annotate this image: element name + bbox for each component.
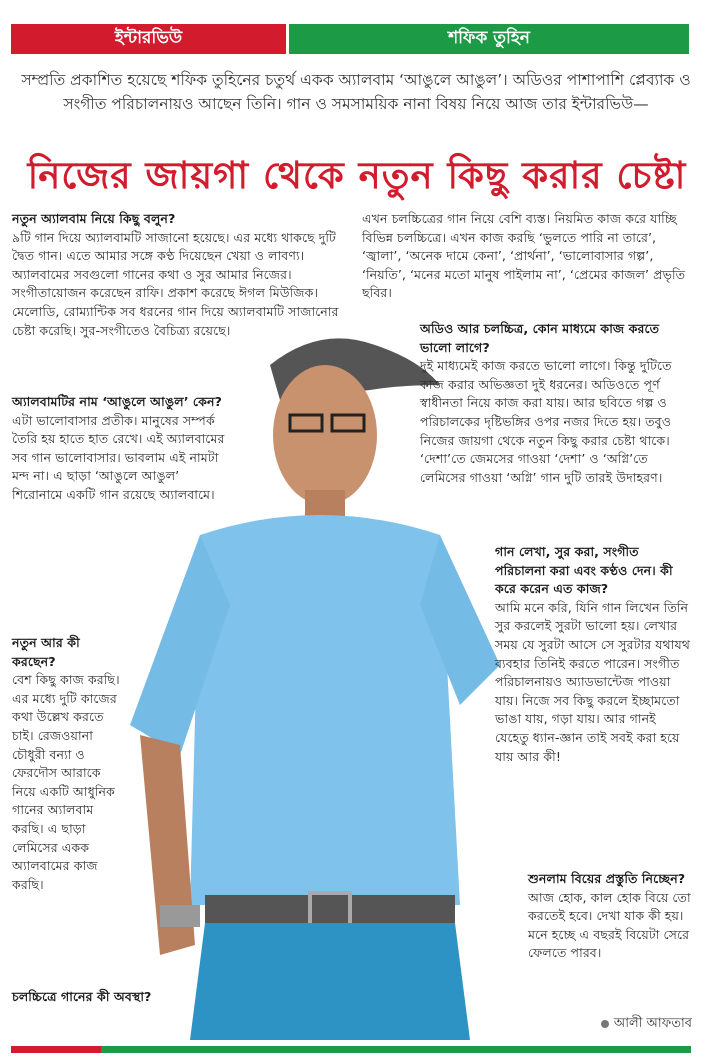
- question-2: অ্যালবামটির নাম ‘আঙুলে আঙুল’ কেন?: [12, 394, 222, 409]
- qa-block-5: [420, 320, 692, 487]
- answer-3: বেশ কিছু কাজ করছি। এর মধ্যে দুটি কাজের কথা উল্লেখ করতে চাই। রেজওয়ানা চৌধুরী বন্যা ও ফেরদৌস আরাকে নিয়ে একটি আধুনিক গানের অ্যালবাম করছি। এ ছাড়া লেমিসের একক অ্যালবামের কাজ করছি।: [12, 672, 120, 892]
- question-6: গান লেখা, সুর করা, সংগীত পরিচালনা করা এবং কণ্ঠও দেন। কী করে করেন এত কাজ?: [495, 544, 673, 597]
- qa-block-2: [12, 393, 227, 505]
- question-3: নতুন আর কী করছেন?: [12, 635, 80, 669]
- question-4: চলচ্চিত্রে গানের কী অবস্থা?: [12, 989, 152, 1004]
- qa-block-6: [495, 543, 692, 766]
- column-left: [12, 210, 360, 340]
- interviewee-name: শফিক তুহিন: [289, 24, 689, 54]
- answer-6: আমি মনে করি, যিনি গান লিখেন তিনি সুর করলেই সুরটা ভালো হয়। লেখার সময় যে সুরটা আসে সে সুরটার যথাযথ ব্যবহার তিনিই করতে পারেন। সংগীত পরিচালনায়ও অ্যাডভান্টেজ পাওয়া যায়। নিজে সব কিছু করলে ইচ্ছামতো ভাঙা যায়, গড়া যায়। আর গানই যেহেতু ধ্যান-জ্ঞান তাই সবই করা হয়ে যায় আর কী!: [495, 599, 690, 764]
- bottom-rule: [11, 1046, 691, 1053]
- answer-5: দুই মাধ্যমেই কাজ করতে ভালো লাগে। কিন্তু দুটিতে কাজ করার অভিজ্ঞতা দুই ধরনের। অডিওতে পূর্ণ স্বাধীনতা নিয়ে কাজ করা যায়। আর ছবিতে গল্প ও পরিচালকের দৃষ্টিভঙ্গির ওপর নজর দিতে হয়। তবুও নিজের জায়গা থেকে নতুন কিছু করার চেষ্টা থাকে। ‘দেশা’তে জেমসের গাওয়া ‘দেশা’ ও ‘অগ্নি’তে লেমিসের গাওয়া ‘অগ্নি’ গান দুটি তারই উদাহরণ।: [420, 358, 672, 485]
- answer-7: আজ হোক, কাল হোক বিয়ে তো করতেই হবে। দেখা যাক কী হয়। মনে হচ্ছে এ বছরই বিয়েটা সেরে ফেলতে পারব।: [528, 889, 691, 961]
- answer-2: এটা ভালোবাসার প্রতীক। মানুষের সম্পর্ক তৈরি হয় হাতে হাত রেখে। এই অ্যালবামের সব গান ভালোবাসার। ভাবলাম এই নামটা মন্দ না। এ ছাড়া ‘আঙুলে আঙুল’ শিরোনামে একটি গান রয়েছে অ্যালবামে।: [12, 412, 225, 502]
- qa-block-4-question: [12, 988, 152, 1007]
- qa-block-7: [528, 870, 692, 963]
- bullet-icon: [601, 1020, 609, 1028]
- question-7: শুনলাম বিয়ের প্রস্তুতি নিচ্ছেন?: [528, 871, 686, 886]
- answer-4: এখন চলচ্চিত্রের গান নিয়ে বেশি ব্যস্ত। নিয়মিত কাজ করে যাচ্ছি বিভিন্ন চলচ্চিত্রে। এখন কাজ করছি ‘ভুলতে পারি না তারে’, ‘জ্বালা’, ‘অনেক দামে কেনা’, ‘প্রার্থনা’, ‘ভালোবাসার গল্প’, ‘নিয়তি’, ‘মনের মতো মানুষ পাইলাম না’, ‘প্রেমের কাজল’ প্রভৃতি ছবির।: [362, 211, 686, 301]
- answer-1: ৯টি গান দিয়ে অ্যালবামটি সাজানো হয়েছে। এর মধ্যে থাকছে দুটি দ্বৈত গান। এতে আমার সঙ্গে কণ্ঠ দিয়েছেন খেয়া ও লাবণ্য। অ্যালবামের সবগুলো গানের কথা ও সুর আমার নিজের। সংগীতায়োজন করেছেন রাফি। প্রকাশ করেছে ঈগল মিউজিক। মেলোডি, রোম্যান্টিক সব ধরনের গান দিয়ে অ্যালবামটি সাজানোর চেষ্টা করেছি। সুর-সংগীতেও বৈচিত্র্য রয়েছে।: [12, 229, 339, 338]
- question-5: অডিও আর চলচ্চিত্র, কোন মাধ্যমে কাজ করতে ভালো লাগে?: [420, 321, 660, 355]
- section-label: ইন্টারভিউ: [11, 24, 286, 54]
- headline: নিজের জায়গা থেকে নতুন কিছু করার চেষ্টা: [27, 154, 687, 197]
- bottom-rule-accent: [11, 1046, 101, 1053]
- author-credit: [601, 1014, 692, 1035]
- question-1: নতুন অ্যালবাম নিয়ে কিছু বলুন?: [12, 211, 176, 226]
- qa-block-3: [12, 634, 120, 894]
- column-right-top: [362, 210, 692, 303]
- author-name: আলী আফতাব: [613, 1016, 692, 1031]
- intro-text: সম্প্রতি প্রকাশিত হয়েছে শফিক তুহিনের চতুর্থ একক অ্যালবাম ‘আঙুলে আঙুল’। অডিওর পাশাপাশি প্লেব্যাক ও সংগীত পরিচালনায়ও আছেন তিনি। গান ও সমসাময়িক নানা বিষয় নিয়ে আজ তার ইন্টারভিউ—: [21, 71, 691, 113]
